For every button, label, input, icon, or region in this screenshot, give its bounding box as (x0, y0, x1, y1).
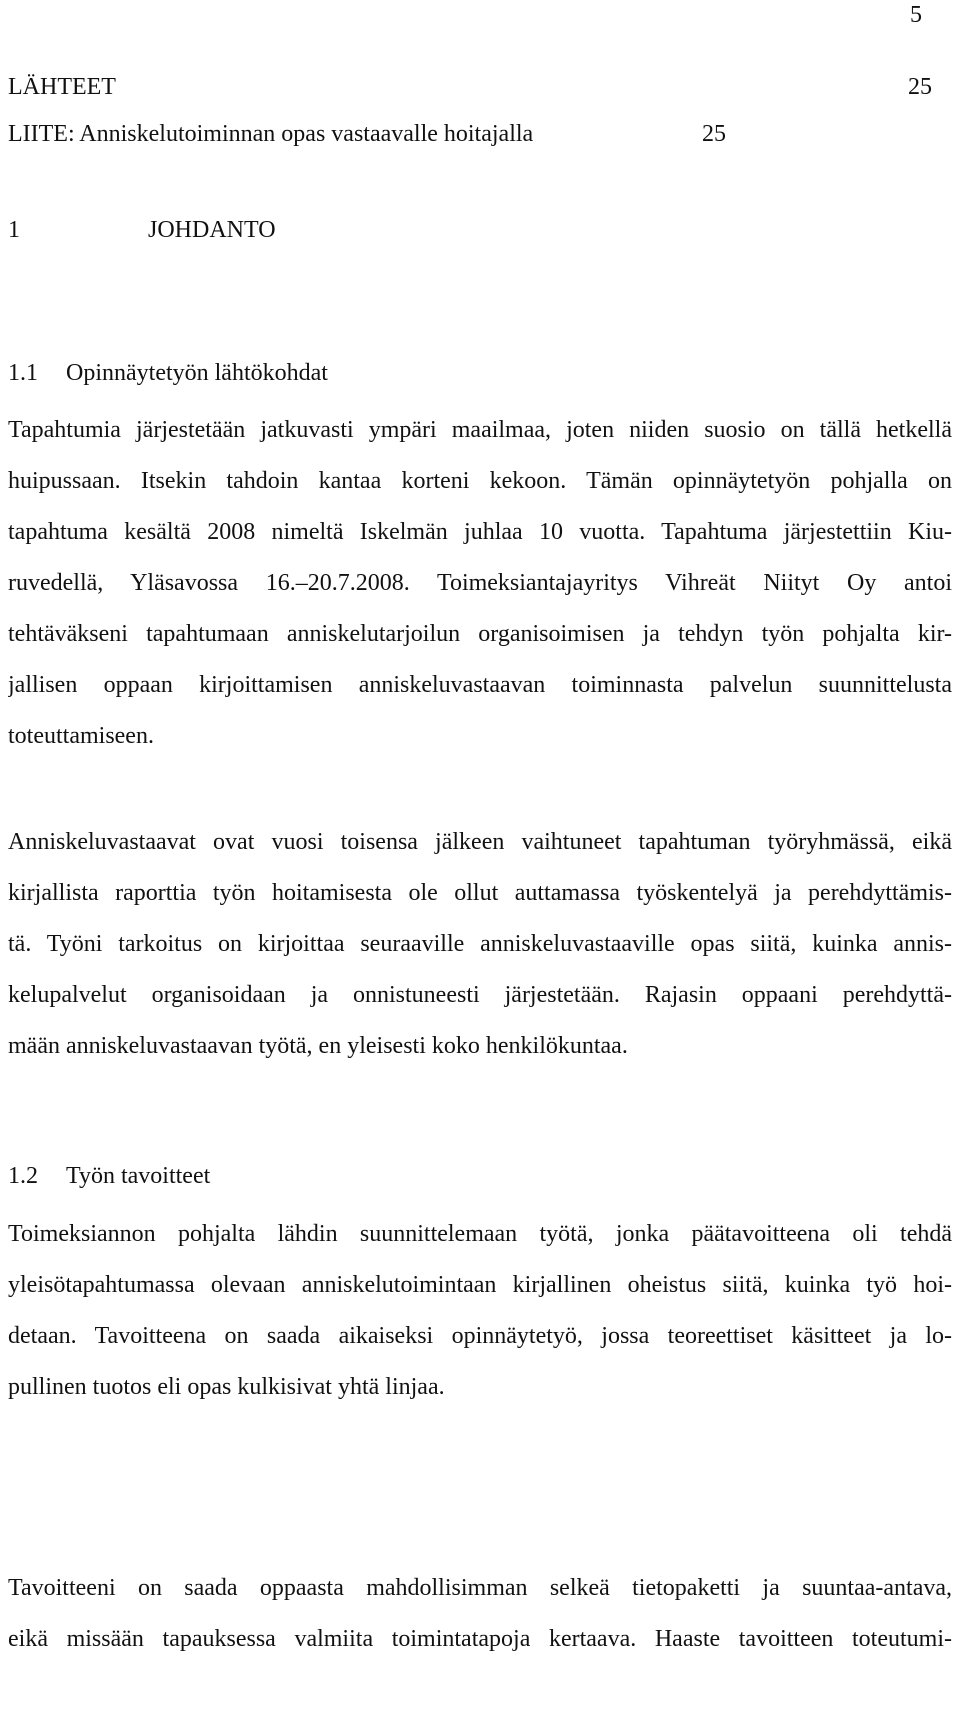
page-number: 5 (910, 2, 922, 28)
text-line: toteuttamiseen. (8, 723, 154, 749)
text-line: pullinen tuotos eli opas kulkisivat yhtä linjaa. (8, 1374, 445, 1400)
toc-entry-page: 25 (908, 74, 932, 100)
text-line: Tapahtumia järjestetään jatkuvasti ympäri maailmaa, joten niiden suosio on tällä hetkellä (8, 417, 952, 443)
text-line: detaan. Tavoitteena on saada aikaiseksi opinnäytetyö, jossa teoreettiset käsitteet ja lo- (8, 1323, 952, 1349)
heading-number: 1 (8, 217, 20, 243)
text-line: kirjallista raporttia työn hoitamisesta ole ollut auttamassa työskentelyä ja perehdyttämis- (8, 880, 952, 906)
text-line: mään anniskeluvastaavan työtä, en yleisesti koko henkilökuntaa. (8, 1033, 628, 1059)
paragraph (8, 1563, 952, 1665)
paragraph (8, 817, 952, 1072)
text-line: tä. Työni tarkoitus on kirjoittaa seuraaville anniskeluvastaaville opas siitä, kuinka annis- (8, 931, 952, 957)
heading-lahtokohdat (8, 360, 328, 387)
text-line: kelupalvelut organisoidaan ja onnistuneesti järjestetään. Rajasin oppaani perehdyttä- (8, 982, 952, 1008)
text-line: Toimeksiannon pohjalta lähdin suunnittelemaan työtä, jonka päätavoitteena oli tehdä (8, 1221, 952, 1247)
text-line: yleisötapahtumassa olevaan anniskelutoimintaan kirjallinen oheistus siitä, kuinka työ hoi- (8, 1272, 952, 1298)
text-line: tapahtuma kesältä 2008 nimeltä Iskelmän juhlaa 10 vuotta. Tapahtuma järjestettiin Kiu- (8, 519, 952, 545)
toc-entry-page: 25 (702, 121, 726, 147)
paragraph (8, 1209, 952, 1413)
toc-entry-title: LÄHTEET (8, 74, 116, 100)
paragraph (8, 405, 952, 762)
text-line: tehtäväkseni tapahtumaan anniskelutarjoilun organisoimisen ja tehdyn työn pohjalta kir- (8, 621, 952, 647)
heading-title: JOHDANTO (148, 217, 276, 243)
heading-number: 1.1 (8, 360, 38, 386)
toc-entry-title: LIITE: Anniskelutoiminnan opas vastaavalle hoitajalla (8, 121, 534, 147)
toc-entry-lahteet (8, 74, 116, 101)
heading-tavoitteet (8, 1163, 211, 1190)
heading-title: Opinnäytetyön lähtökohdat (66, 360, 328, 386)
text-line: jallisen oppaan kirjoittamisen anniskeluvastaavan toiminnasta palvelun suunnittelusta (8, 672, 952, 698)
text-line: Anniskeluvastaavat ovat vuosi toisensa jälkeen vaihtuneet tapahtuman työryhmässä, eikä (8, 829, 952, 855)
heading-johdanto (8, 217, 276, 244)
text-line: Tavoitteeni on saada oppaasta mahdollisimman selkeä tietopaketti ja suuntaa-antava, (8, 1575, 952, 1601)
text-line: ruvedellä, Yläsavossa 16.–20.7.2008. Toimeksiantajayritys Vihreät Niityt Oy antoi (8, 570, 952, 596)
heading-title: Työn tavoitteet (66, 1163, 211, 1189)
text-line: huipussaan. Itsekin tahdoin kantaa korteni kekoon. Tämän opinnäytetyön pohjalla on (8, 468, 952, 494)
heading-number: 1.2 (8, 1163, 38, 1189)
toc-entry-liite (8, 121, 533, 148)
text-line: eikä missään tapauksessa valmiita toimintatapoja kertaava. Haaste tavoitteen toteutumi- (8, 1626, 952, 1652)
